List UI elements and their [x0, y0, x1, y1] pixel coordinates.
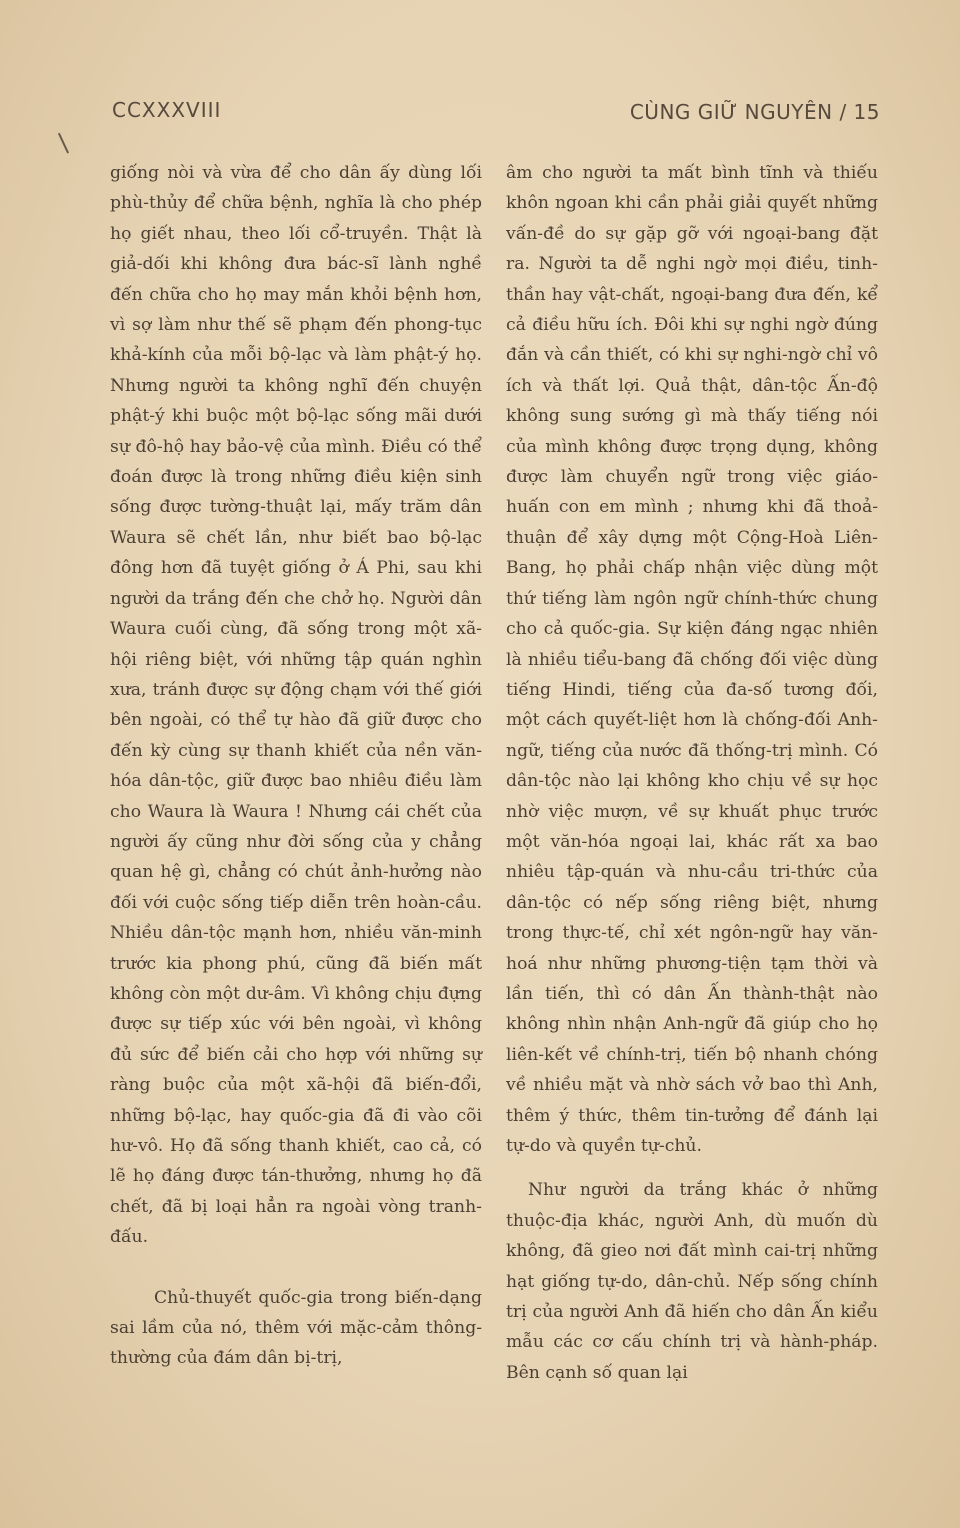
page-header [112, 98, 880, 134]
margin-mark [58, 128, 78, 153]
left-paragraph-2: Chủ-thuyết quốc-gia trong biến-dạng sai lầm của nó, thêm với mặc-cảm thông-thường của đám dân bị-trị, [110, 1287, 482, 1369]
right-paragraph-1: âm cho người ta mất bình tĩnh và thiếu khôn ngoan khi cần phải giải quyết những vấn-đề do sự gặp gỡ với ngoại-bang đặt ra. Người ta dễ nghi ngờ mọi điều, tinh-thần hay vật-chất, ngoại-bang đưa đến, kể cả điều hữu ích. Đôi khi sự nghi ngờ đúng đắn và cần thiết, có khi sự nghi-ngờ chỉ vô ích và thất lợi. Quả thật, dân-tộc Ấn-độ không sung sướng gì mà thấy tiếng nói của mình không được trọng dụng, không được làm chuyển ngữ trong việc giáo-huấn con em mình ; nhưng khi đã thoả-thuận để xây dựng một Cộng-Hoà Liên-Bang, họ phải chấp nhận việc dùng một thứ tiếng làm ngôn ngữ chính-thức chung cho cả quốc-gia. Sự kiện đáng ngạc nhiên là nhiều tiểu-bang đã chống đối việc dùng tiếng Hindi, tiếng của đa-số tương đối, một cách quyết-liệt hơn là chống-đối Anh-ngữ, tiếng của nước đã thống-trị mình. Có dân-tộc nào lại không kho chịu về sự học nhờ việc mượn, về sự khuất phục trước một văn-hóa ngoại lai, khác rất xa bao nhiêu tập-quán và nhu-cầu tri-thức của dân-tộc có nếp sống riêng biệt, nhưng trong thực-tế, chỉ xét ngôn-ngữ hay văn-hoá như những phương-tiện tạm thời và lần tiến, thì có dân Ấn thành-thật nào không nhìn nhận Anh-ngữ đã giúp cho họ liên-kết về chính-trị, tiến bộ nhanh chóng về nhiều mặt và nhờ sách vở bao thì Anh, thêm ý thức, thêm tin-tưởng để đánh lại tự-do và quyền tự-chủ. [506, 163, 878, 1156]
left-paragraph-1: giống nòi và vừa để cho dân ấy dùng lối phù-thủy để chữa bệnh, nghĩa là cho phép họ giết nhau, theo lối cổ-truyền. Thật là giả-dối khi không đưa bác-sĩ lành nghề đến chữa cho họ may mắn khỏi bệnh hơn, vì sợ làm như thế sẽ phạm đến phong-tục khả-kính của mỗi bộ-lạc và làm phật-ý họ. Nhưng người ta không nghĩ đến chuyện phật-ý khi buộc một bộ-lạc sống mãi dưới sự đô-hộ hay bảo-vệ của mình. Điều có thể đoán được là trong những điều kiện sinh sống được tường-thuật lại, mấy trăm dân Waura sẽ chết lần, như biết bao bộ-lạc đông hơn đã tuyệt giống ở Á Phi, sau khi người da trắng đến che chở họ. Người dân Waura cuối cùng, đã sống trong một xã-hội riêng biệt, với những tập quán nghìn xưa, tránh được sự động chạm với thế giới bên ngoài, có thể tự hào đã giữ được cho đến kỳ cùng sự thanh khiết của nền văn-hóa dân-tộc, giữ được bao nhiêu điều làm cho Waura là Waura ! Nhưng cái chết của người ấy cũng như đời sống của y chẳng quan hệ gì, chẳng có chút ảnh-hưởng nào đối với cuộc sống tiếp diễn trên hoàn-cầu. Nhiều dân-tộc mạnh hơn, nhiều văn-minh trước kia phong phú, cũng đã biến mất không còn một dư-âm. Vì không chịu đựng được sự tiếp xúc với bên ngoài, vì không đủ sức để biến cải cho hợp với những sự ràng buộc của một xã-hội đã biến-đổi, những bộ-lạc, hay quốc-gia đã đi vào cõi hư-vô. Họ đã sống thanh khiết, cao cả, có lẽ họ đáng được tán-thưởng, nhưng họ đã chết, đã bị loại hẳn ra ngoài vòng tranh-đấu. [110, 163, 482, 1248]
running-title: CÙNG GIỮ NGUYÊN / 15 [629, 100, 880, 124]
right-column [506, 158, 878, 1388]
left-column [110, 158, 482, 1374]
chapter-number: CCXXXVIII [112, 98, 222, 122]
right-paragraph-2: Như người da trắng khác ở những thuộc-địa khác, người Anh, dù muốn dù không, đã gieo nơi đất mình cai-trị những hạt giống tự-do, dân-chủ. Nếp sống chính trị của người Anh đã hiến cho dân Ấn kiểu mẫu các cơ cấu chính trị và hành-pháp. Bên cạnh số quan lại [506, 1180, 878, 1383]
